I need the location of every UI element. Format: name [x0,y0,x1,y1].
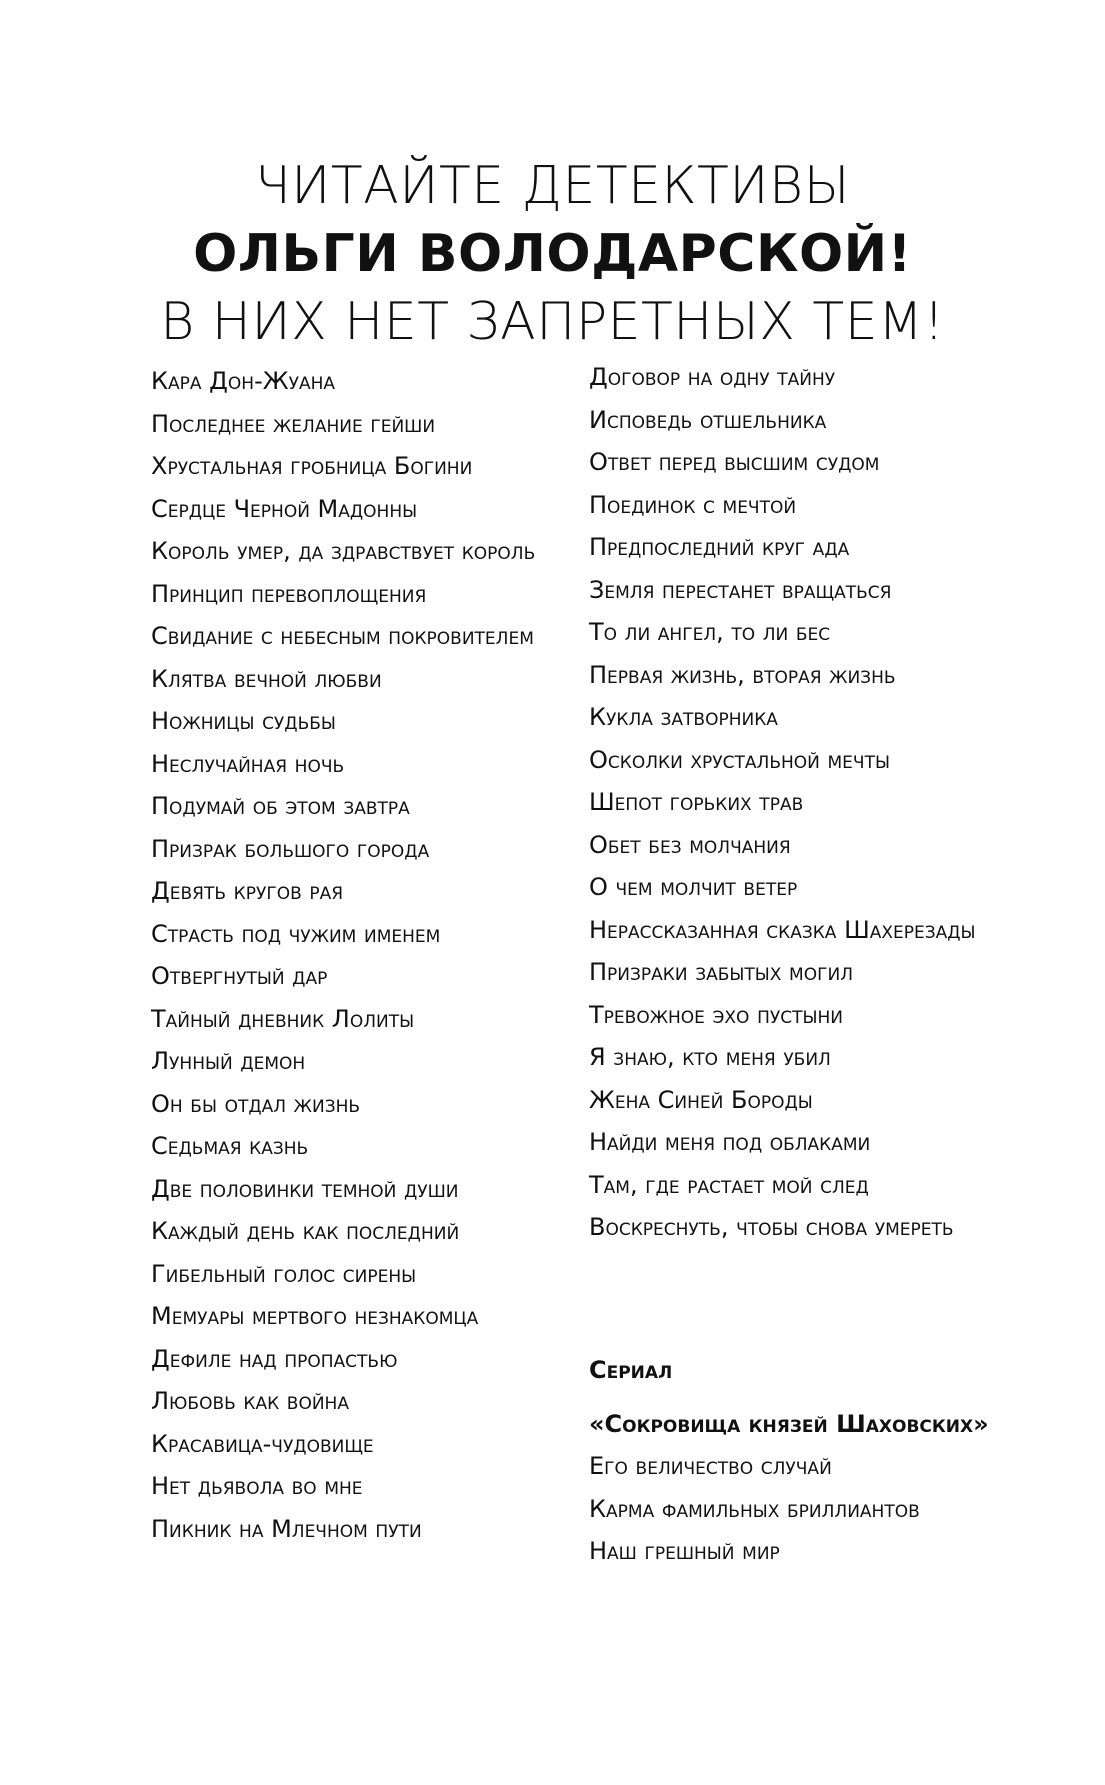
series-name: «Сокровища князей Шаховских» [589,1410,989,1438]
book-title: Первая жизнь, вторая жизнь [589,660,896,689]
book-title: Жена Синей Бороды [589,1085,813,1114]
book-title: Призраки забытых могил [589,958,853,986]
headline-line-3: В НИХ НЕТ ЗАПРЕТНЫХ ТЕМ! [160,292,945,352]
book-title: Дефиле над пропастью [151,1344,398,1373]
book-title: Сердце Черной Мадонны [151,494,418,523]
book-title: Тайный дневник Лолиты [151,1004,415,1033]
book-title: Отвергнутый дар [151,962,328,990]
series-title-list [589,1451,1009,1566]
book-title: Свидание с небесным покровителем [151,622,534,650]
right-title-list [589,362,1009,1255]
book-title: То ли ангел, то ли бес [589,618,831,646]
book-title: Кукла затворника [589,703,778,731]
book-title: Принцип перевоплощения [151,579,427,608]
book-title: Тревожное эхо пустыни [589,1000,843,1029]
book-title: Поединок с мечтой [589,490,797,519]
headline-line-1: ЧИТАЙТЕ ДЕТЕКТИВЫ [255,156,850,216]
book-title: Красавица-чудовище [151,1429,374,1458]
book-title: Мемуары мертвого незнакомца [151,1302,479,1330]
book-title: Ответ перед высшим судом [589,448,880,476]
book-title: Шепот горьких трав [589,788,804,816]
book-title: Любовь как война [151,1387,349,1415]
series-book-title: Наш грешный мир [589,1537,780,1565]
book-title: Договор на одну тайну [589,363,836,391]
book-title: Ножницы судьбы [151,707,336,735]
book-title: Каждый день как последний [151,1217,460,1245]
book-title: Там, где растает мой след [589,1170,869,1199]
series-book-title: Карма фамильных бриллиантов [589,1494,920,1523]
book-title: Пикник на Млечном пути [151,1514,422,1543]
book-title: Седьмая казнь [151,1132,309,1160]
book-title: О чем молчит ветер [589,873,798,901]
book-title: Неслучайная ночь [151,749,345,778]
book-title: Он бы отдал жизнь [151,1089,361,1118]
book-title: Подумай об этом завтра [151,792,410,820]
book-title: Нет дьявола во мне [151,1472,363,1500]
book-title: Страсть под чужим именем [151,919,441,948]
book-title: Девять кругов рая [151,877,344,905]
book-title: Король умер, да здравствует король [151,537,536,565]
book-title: Предпоследний круг ада [589,533,850,561]
book-title: Две половинки темной души [151,1174,459,1203]
book-title: Хрустальная гробница Богини [151,452,473,480]
book-title: Осколки хрустальной мечты [589,745,890,774]
series-block [589,1355,1009,1579]
book-title: Земля перестанет вращаться [589,575,892,604]
series-label: Сериал [589,1356,673,1384]
book-title: Нерассказанная сказка Шахерезады [589,915,976,944]
book-title: Найди меня под облаками [589,1128,871,1156]
book-title: Гибельный голос сирены [151,1259,417,1288]
book-title: Клятва вечной любви [151,664,382,693]
book-title: Кара Дон-Жуана [151,367,336,395]
book-title: Я знаю, кто меня убил [589,1043,831,1071]
headline [0,152,1105,356]
book-title: Лунный демон [151,1047,306,1075]
book-title: Воскреснуть, чтобы снова умереть [589,1213,954,1241]
book-title: Исповедь отшельника [589,405,827,434]
book-title: Последнее желание гейши [151,409,436,438]
series-book-title: Его величество случай [589,1452,832,1480]
left-title-list [151,366,561,1556]
book-title: Обет без молчания [589,830,791,859]
headline-author: ОЛЬГИ ВОЛОДАРСКОЙ! [193,224,912,284]
book-title: Призрак большого города [151,834,430,863]
